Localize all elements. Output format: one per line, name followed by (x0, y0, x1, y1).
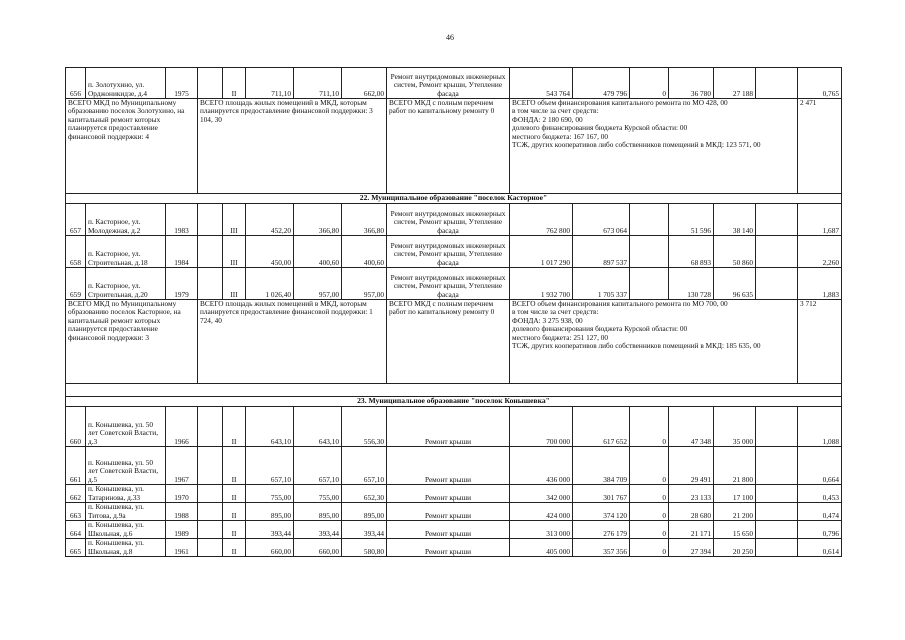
cost-total-cell: 543 764 (510, 68, 573, 99)
empty-cell (756, 204, 798, 236)
private-area-cell: 580,80 (342, 539, 387, 557)
class-cell: II (223, 447, 246, 485)
year-cell: 1979 (166, 268, 198, 300)
class-cell: II (223, 407, 246, 447)
work-type-cell: Ремонт крыши (387, 447, 510, 485)
cost-total-cell: 424 000 (510, 503, 573, 521)
housing-repair-table (65, 67, 842, 557)
private-area-cell: 366,80 (342, 204, 387, 236)
table-row (66, 268, 842, 300)
spacer-row (66, 384, 842, 397)
regional-share-cell (630, 204, 669, 236)
year-cell: 1983 (166, 204, 198, 236)
table-row (66, 485, 842, 503)
work-type-cell: Ремонт внутридомовых инженерных систем, Ремонт крыши, Утепление фасада (387, 268, 510, 300)
regional-share-cell: 0 (630, 503, 669, 521)
local-share-cell: 51 596 (669, 204, 714, 236)
empty-cell (756, 485, 798, 503)
fund-share-cell: 897 537 (573, 236, 630, 268)
specific-cost-cell: 0,765 (798, 68, 842, 99)
summary-houses-count: ВСЕГО МКД по Муниципальному образованию поселок Золотухино, на капитальный ремонт которых планируется предоставление финансовой поддержки: 4 (66, 99, 198, 194)
work-type-cell: Ремонт крыши (387, 539, 510, 557)
owners-share-cell: 35 000 (714, 407, 756, 447)
class-cell: II (223, 485, 246, 503)
summary-houses-count: ВСЕГО МКД по Муниципальному образованию поселок Касторное, на капитальный ремонт которых планируется предоставление финансовой поддержки: 3 (66, 300, 198, 384)
total-area-cell: 660,00 (246, 539, 294, 557)
local-share-cell: 68 893 (669, 236, 714, 268)
address-cell: п. Касторное, ул. Строительная, д.20 (86, 268, 166, 300)
spacer-cell (66, 384, 842, 397)
fund-share-cell: 479 796 (573, 68, 630, 99)
summary-financing-line: ФОНДА: 2 180 690, 00 (512, 114, 583, 124)
living-area-cell: 643,10 (294, 407, 342, 447)
year-cell: 1975 (166, 68, 198, 99)
empty-cell (756, 68, 798, 99)
private-area-cell: 657,10 (342, 447, 387, 485)
owners-share-cell: 96 635 (714, 268, 756, 300)
summary-total: 3 712 (798, 300, 842, 384)
summary-financing (510, 99, 798, 194)
local-share-cell: 23 133 (669, 485, 714, 503)
summary-full-repair-count: ВСЕГО МКД с полным перечнем работ по капитальному ремонту 0 (387, 99, 510, 194)
empty-cell (198, 485, 223, 503)
living-area-cell: 957,00 (294, 268, 342, 300)
cost-total-cell: 405 000 (510, 539, 573, 557)
summary-financing-line: ТСЖ, других кооперативов либо собственников помещений в МКД: 123 571, 00 (512, 139, 761, 149)
specific-cost-cell: 2,260 (798, 236, 842, 268)
cost-total-cell: 1 017 290 (510, 236, 573, 268)
summary-financing-line: в том числе за счет средств: (512, 307, 599, 317)
fund-share-cell: 301 767 (573, 485, 630, 503)
regional-share-cell: 0 (630, 485, 669, 503)
specific-cost-cell: 0,474 (798, 503, 842, 521)
regional-share-cell (630, 268, 669, 300)
empty-cell (198, 539, 223, 557)
section-header-row (66, 194, 842, 204)
empty-cell (198, 204, 223, 236)
address-cell: п. Золотухино, ул. Орджоникидзе, д.4 (86, 68, 166, 99)
year-cell: 1989 (166, 521, 198, 539)
row-number-cell: 664 (66, 521, 86, 539)
regional-share-cell (630, 236, 669, 268)
private-area-cell: 652,30 (342, 485, 387, 503)
class-cell: II (223, 539, 246, 557)
address-cell: п. Конышевка, ул. Татаринова, д.33 (86, 485, 166, 503)
living-area-cell: 711,10 (294, 68, 342, 99)
total-area-cell: 450,00 (246, 236, 294, 268)
empty-cell (198, 521, 223, 539)
work-type-cell: Ремонт крыши (387, 407, 510, 447)
class-cell: III (223, 268, 246, 300)
summary-full-repair-count: ВСЕГО МКД с полным перечнем работ по капитальному ремонту 0 (387, 300, 510, 384)
table-row (66, 68, 842, 99)
empty-cell (756, 407, 798, 447)
summary-total: 2 471 (798, 99, 842, 194)
class-cell: III (223, 204, 246, 236)
section-header-row (66, 397, 842, 407)
owners-share-cell: 20 250 (714, 539, 756, 557)
work-type-cell: Ремонт крыши (387, 503, 510, 521)
specific-cost-cell: 1,088 (798, 407, 842, 447)
table-row (66, 539, 842, 557)
living-area-cell: 657,10 (294, 447, 342, 485)
class-cell: II (223, 503, 246, 521)
address-cell: п. Конышевка, ул. Школьная, д.8 (86, 539, 166, 557)
table-row (66, 521, 842, 539)
empty-cell (756, 268, 798, 300)
private-area-cell: 957,00 (342, 268, 387, 300)
fund-share-cell: 374 120 (573, 503, 630, 521)
empty-cell (198, 407, 223, 447)
year-cell: 1967 (166, 447, 198, 485)
fund-share-cell: 1 705 337 (573, 268, 630, 300)
summary-financing-line: ТСЖ, других кооперативов либо собственников помещений в МКД: 185 635, 00 (512, 340, 761, 350)
empty-cell (756, 236, 798, 268)
owners-share-cell: 50 860 (714, 236, 756, 268)
year-cell: 1984 (166, 236, 198, 268)
local-share-cell: 130 728 (669, 268, 714, 300)
total-area-cell: 711,10 (246, 68, 294, 99)
owners-share-cell: 17 100 (714, 485, 756, 503)
regional-share-cell: 0 (630, 539, 669, 557)
total-area-cell: 755,00 (246, 485, 294, 503)
total-area-cell: 452,20 (246, 204, 294, 236)
address-cell: п. Конышевка, ул. 50 лет Советской Власти, д.3 (86, 407, 166, 447)
private-area-cell: 393,44 (342, 521, 387, 539)
specific-cost-cell: 0,796 (798, 521, 842, 539)
row-number-cell: 658 (66, 236, 86, 268)
summary-financing-line: долевого финансирования бюджета Курской области: 00 (512, 123, 688, 133)
owners-share-cell: 15 650 (714, 521, 756, 539)
empty-cell (198, 503, 223, 521)
regional-share-cell: 0 (630, 521, 669, 539)
living-area-cell: 393,44 (294, 521, 342, 539)
empty-cell (756, 503, 798, 521)
empty-cell (756, 521, 798, 539)
total-area-cell: 657,10 (246, 447, 294, 485)
empty-cell (198, 268, 223, 300)
regional-share-cell: 0 (630, 407, 669, 447)
summary-financing-line: местного бюджета: 167 167, 00 (512, 131, 609, 141)
empty-cell (198, 68, 223, 99)
owners-share-cell: 27 188 (714, 68, 756, 99)
fund-share-cell: 617 652 (573, 407, 630, 447)
local-share-cell: 36 780 (669, 68, 714, 99)
row-number-cell: 660 (66, 407, 86, 447)
total-area-cell: 393,44 (246, 521, 294, 539)
row-number-cell: 661 (66, 447, 86, 485)
total-area-cell: 895,00 (246, 503, 294, 521)
private-area-cell: 400,60 (342, 236, 387, 268)
empty-cell (756, 447, 798, 485)
empty-cell (198, 236, 223, 268)
cost-total-cell: 700 000 (510, 407, 573, 447)
local-share-cell: 29 491 (669, 447, 714, 485)
total-area-cell: 1 026,40 (246, 268, 294, 300)
address-cell: п. Касторное, ул. Молодежная, д.2 (86, 204, 166, 236)
class-cell: II (223, 68, 246, 99)
private-area-cell: 662,00 (342, 68, 387, 99)
empty-cell (198, 447, 223, 485)
year-cell: 1961 (166, 539, 198, 557)
address-cell: п. Конышевка, ул. Школьная, д.6 (86, 521, 166, 539)
row-number-cell: 657 (66, 204, 86, 236)
summary-financing (510, 300, 798, 384)
summary-row (66, 300, 842, 384)
regional-share-cell: 0 (630, 68, 669, 99)
summary-financing-line: ВСЕГО объем финансирования капитального ремонта по МО 700, 00 (512, 299, 728, 308)
fund-share-cell: 276 179 (573, 521, 630, 539)
summary-financing-line: ФОНДА: 3 275 938, 00 (512, 315, 583, 325)
year-cell: 1988 (166, 503, 198, 521)
work-type-cell: Ремонт внутридомовых инженерных систем, Ремонт крыши, Утепление фасада (387, 236, 510, 268)
local-share-cell: 28 680 (669, 503, 714, 521)
cost-total-cell: 436 000 (510, 447, 573, 485)
cost-total-cell: 762 800 (510, 204, 573, 236)
living-area-cell: 755,00 (294, 485, 342, 503)
fund-share-cell: 357 356 (573, 539, 630, 557)
work-type-cell: Ремонт крыши (387, 521, 510, 539)
fund-share-cell: 384 709 (573, 447, 630, 485)
owners-share-cell: 21 200 (714, 503, 756, 521)
cost-total-cell: 1 932 700 (510, 268, 573, 300)
living-area-cell: 366,80 (294, 204, 342, 236)
specific-cost-cell: 1,687 (798, 204, 842, 236)
work-type-cell: Ремонт внутридомовых инженерных систем, Ремонт крыши, Утепление фасада (387, 68, 510, 99)
class-cell: III (223, 236, 246, 268)
year-cell: 1970 (166, 485, 198, 503)
local-share-cell: 21 171 (669, 521, 714, 539)
address-cell: п. Касторное, ул. Строительная, д.18 (86, 236, 166, 268)
summary-living-area: ВСЕГО площадь жилых помещений в МКД, которым планируется предоставление финансовой поддержки: 3 104, 30 (198, 99, 387, 194)
empty-cell (756, 539, 798, 557)
local-share-cell: 47 348 (669, 407, 714, 447)
work-type-cell: Ремонт внутридомовых инженерных систем, Ремонт крыши, Утепление фасада (387, 204, 510, 236)
page-number: 46 (446, 33, 454, 42)
living-area-cell: 895,00 (294, 503, 342, 521)
row-number-cell: 656 (66, 68, 86, 99)
specific-cost-cell: 1,883 (798, 268, 842, 300)
owners-share-cell: 21 800 (714, 447, 756, 485)
table-row (66, 447, 842, 485)
row-number-cell: 665 (66, 539, 86, 557)
row-number-cell: 659 (66, 268, 86, 300)
work-type-cell: Ремонт крыши (387, 485, 510, 503)
specific-cost-cell: 0,664 (798, 447, 842, 485)
year-cell: 1966 (166, 407, 198, 447)
summary-financing-line: ВСЕГО объем финансирования капитального ремонта по МО 428, 00 (512, 98, 728, 107)
table-row (66, 407, 842, 447)
specific-cost-cell: 0,614 (798, 539, 842, 557)
living-area-cell: 400,60 (294, 236, 342, 268)
address-cell: п. Конышевка, ул. 50 лет Советской Власти, д.5 (86, 447, 166, 485)
private-area-cell: 556,30 (342, 407, 387, 447)
summary-financing-line: долевого финансирования бюджета Курской области: 00 (512, 324, 688, 334)
table-row (66, 204, 842, 236)
section-title: 22. Муниципальное образование "поселок Касторное" (66, 194, 842, 204)
summary-living-area: ВСЕГО площадь жилых помещений в МКД, которым планируется предоставление финансовой поддержки: 1 724, 40 (198, 300, 387, 384)
specific-cost-cell: 0,453 (798, 485, 842, 503)
section-title: 23. Муниципальное образование "поселок Конышевка" (66, 397, 842, 407)
row-number-cell: 662 (66, 485, 86, 503)
table-row (66, 503, 842, 521)
table-row (66, 236, 842, 268)
class-cell: II (223, 521, 246, 539)
address-cell: п. Конышевка, ул. Титова, д.9а (86, 503, 166, 521)
fund-share-cell: 673 064 (573, 204, 630, 236)
summary-row (66, 99, 842, 194)
regional-share-cell: 0 (630, 447, 669, 485)
private-area-cell: 895,00 (342, 503, 387, 521)
cost-total-cell: 342 000 (510, 485, 573, 503)
cost-total-cell: 313 000 (510, 521, 573, 539)
living-area-cell: 660,00 (294, 539, 342, 557)
total-area-cell: 643,10 (246, 407, 294, 447)
local-share-cell: 27 394 (669, 539, 714, 557)
owners-share-cell: 38 140 (714, 204, 756, 236)
summary-financing-line: в том числе за счет средств: (512, 106, 599, 116)
summary-financing-line: местного бюджета: 251 127, 00 (512, 332, 609, 342)
row-number-cell: 663 (66, 503, 86, 521)
